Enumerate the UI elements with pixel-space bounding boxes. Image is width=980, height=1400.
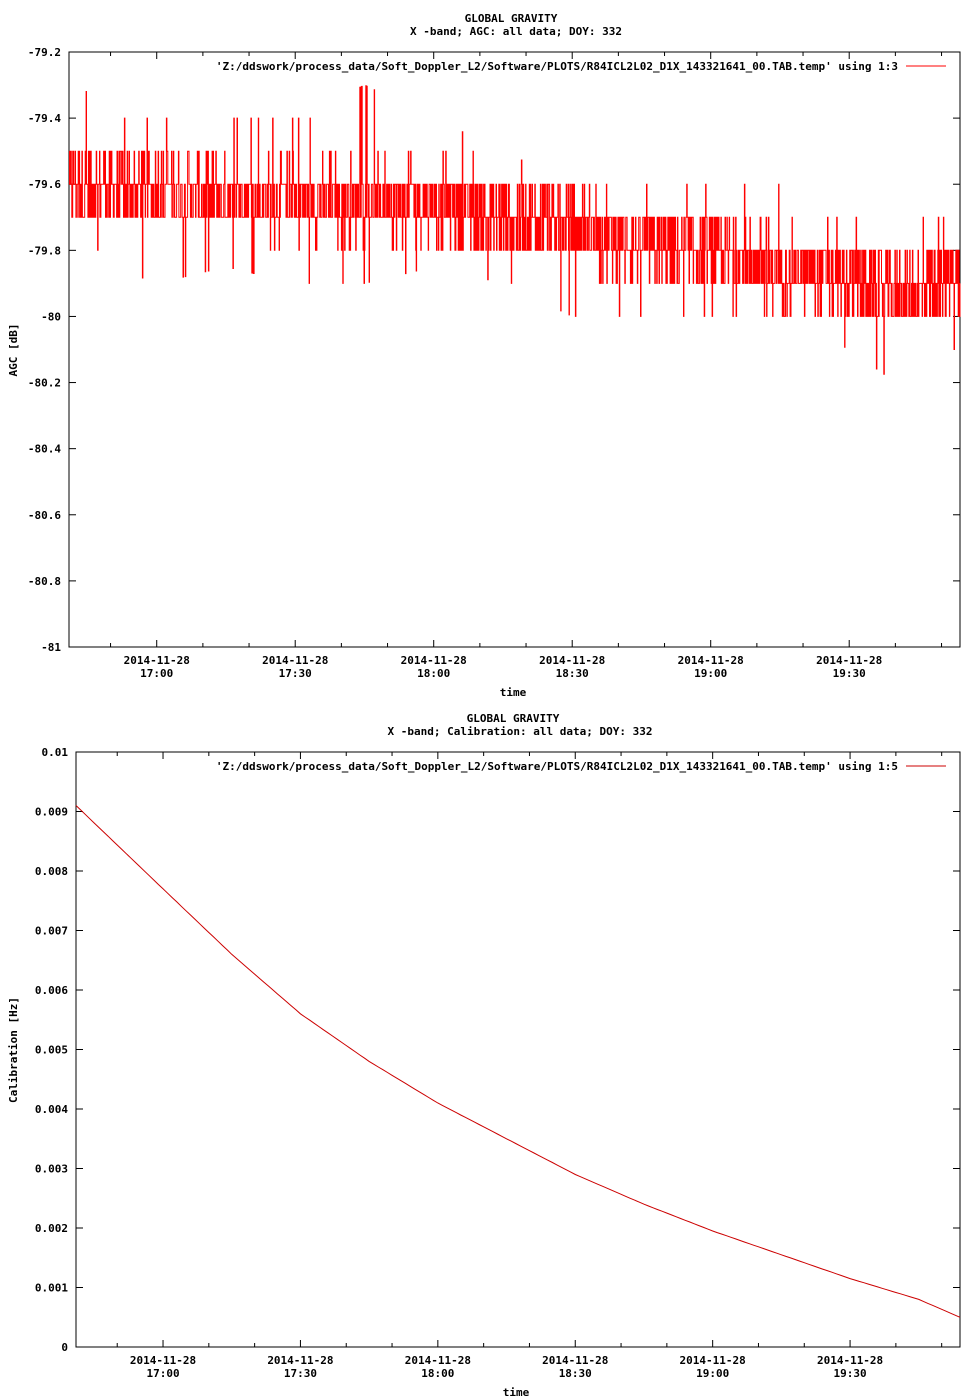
series-layer <box>76 806 960 1318</box>
x-tick-label-date: 2014-11-28 <box>400 654 467 667</box>
y-tick-label: 0.006 <box>34 984 68 997</box>
chart-title: GLOBAL GRAVITY <box>466 712 560 725</box>
x-axis-label: time <box>502 1386 530 1399</box>
y-tick-label: -79.8 <box>27 244 61 258</box>
y-tick-label: 0.01 <box>41 746 68 759</box>
series-line <box>69 86 960 375</box>
chart-subtitle: X -band; AGC: all data; DOY: 332 <box>410 25 622 38</box>
x-tick-label-date: 2014-11-28 <box>404 1354 471 1367</box>
y-tick-label: 0.001 <box>34 1281 68 1295</box>
x-tick-label-time: 19:30 <box>833 1367 867 1380</box>
y-tick-label: -80.4 <box>27 442 61 456</box>
chart-subtitle: X -band; Calibration: all data; DOY: 332 <box>387 725 653 738</box>
y-tick-label: 0.009 <box>34 805 68 819</box>
y-tick-label: 0.002 <box>34 1222 68 1235</box>
x-tick-label-date: 2014-11-28 <box>542 1354 609 1367</box>
legend-label: 'Z:/ddswork/process_data/Soft_Doppler_L2/Software/PLOTS/R84ICL2L02_D1X_143321641_00.TAB.temp' using 1:5 <box>215 760 898 773</box>
plot-frame <box>69 52 960 647</box>
x-tick-label-date: 2014-11-28 <box>262 654 329 667</box>
y-axis-label: AGC [dB] <box>7 323 20 377</box>
x-tick-label-date: 2014-11-28 <box>679 1354 746 1367</box>
x-tick-label-date: 2014-11-28 <box>677 654 744 667</box>
y-axis <box>28 46 960 654</box>
x-tick-label-time: 18:30 <box>555 667 589 680</box>
y-axis <box>35 746 960 1354</box>
x-tick-label-date: 2014-11-28 <box>816 654 883 667</box>
y-tick-label: -80 <box>41 310 61 324</box>
x-tick-label-time: 19:30 <box>832 667 866 680</box>
agc-chart <box>7 12 960 699</box>
y-tick-label: -81 <box>41 641 61 654</box>
chart-title: GLOBAL GRAVITY <box>464 12 558 25</box>
x-tick-label-time: 17:00 <box>146 1367 180 1380</box>
y-tick-label: 0.005 <box>34 1043 68 1057</box>
y-tick-label: -80.8 <box>27 574 61 588</box>
y-tick-label: 0.008 <box>34 865 68 878</box>
y-tick-label: 0.003 <box>34 1162 68 1176</box>
y-tick-label: -79.6 <box>27 178 61 192</box>
y-tick-label: -79.2 <box>27 46 61 59</box>
y-tick-label: 0.007 <box>34 924 68 938</box>
y-tick-label: 0.004 <box>34 1103 68 1116</box>
x-tick-label-time: 17:00 <box>140 667 174 680</box>
x-tick-label-date: 2014-11-28 <box>129 1354 197 1367</box>
x-tick-label-time: 17:30 <box>278 667 312 680</box>
x-tick-label-time: 19:00 <box>696 1367 730 1380</box>
legend-label: 'Z:/ddswork/process_data/Soft_Doppler_L2/Software/PLOTS/R84ICL2L02_D1X_143321641_00.TAB.temp' using 1:3 <box>215 60 898 73</box>
x-tick-label-time: 18:30 <box>558 1367 592 1380</box>
y-tick-label: 0 <box>61 1341 68 1354</box>
x-tick-label-date: 2014-11-28 <box>539 654 606 667</box>
series-layer <box>69 86 960 375</box>
y-tick-label: -80.6 <box>27 508 61 522</box>
x-axis <box>111 52 942 680</box>
y-axis-label: Calibration [Hz] <box>7 997 20 1103</box>
calibration-chart <box>7 712 960 1399</box>
x-tick-label-time: 18:00 <box>421 1367 455 1380</box>
x-tick-label-date: 2014-11-28 <box>816 1354 884 1367</box>
x-axis <box>117 752 941 1380</box>
plot-frame <box>76 752 960 1347</box>
x-tick-label-time: 18:00 <box>417 667 451 680</box>
x-tick-label-date: 2014-11-28 <box>123 654 190 667</box>
x-tick-label-date: 2014-11-28 <box>267 1354 334 1367</box>
x-axis-label: time <box>499 686 527 699</box>
x-tick-label-time: 19:00 <box>694 667 728 680</box>
series-line <box>76 806 960 1318</box>
y-tick-label: -79.4 <box>27 112 61 126</box>
y-tick-label: -80.2 <box>27 376 61 390</box>
x-tick-label-time: 17:30 <box>283 1367 317 1380</box>
